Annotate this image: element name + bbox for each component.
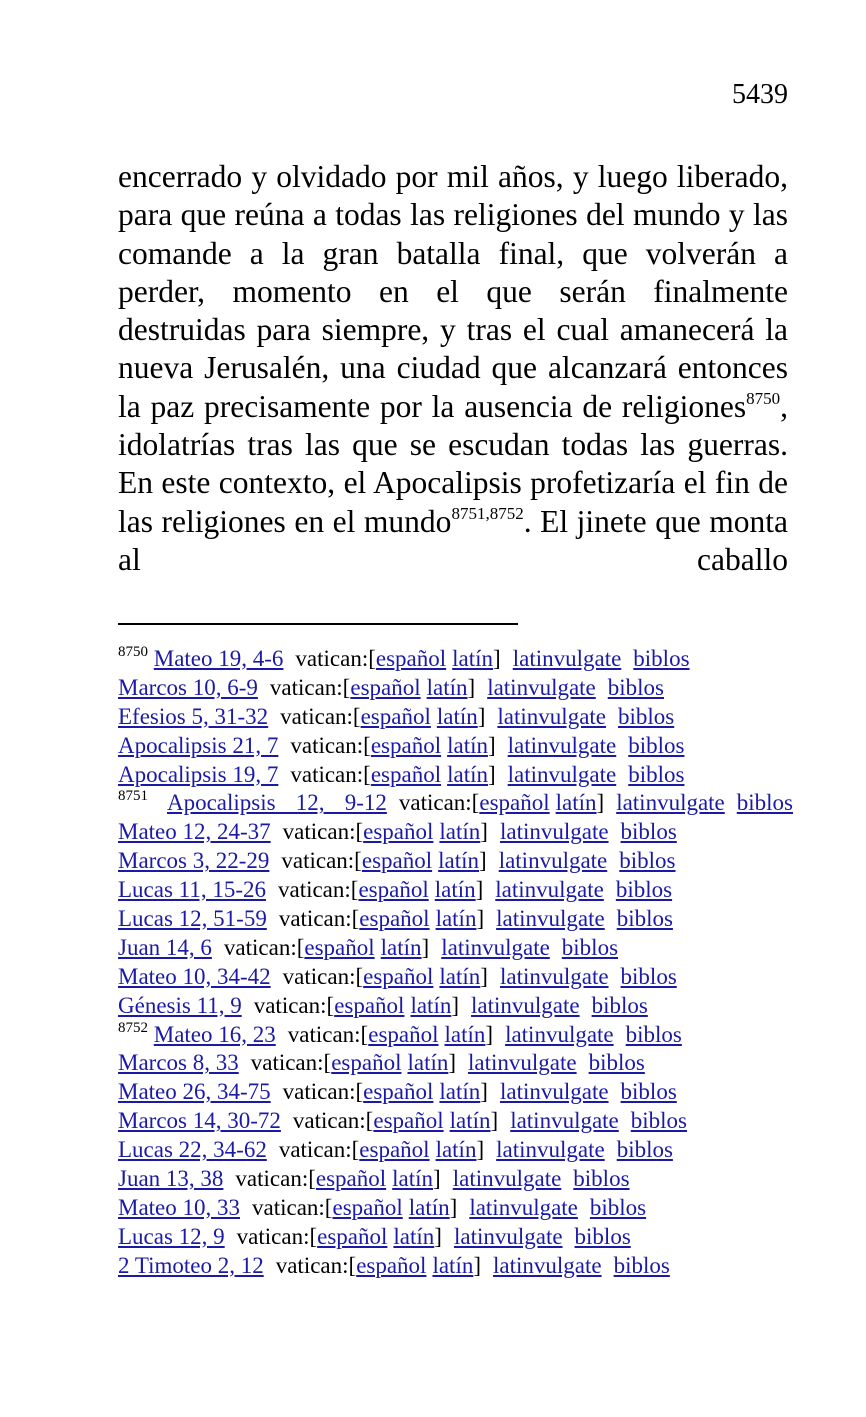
latin-link[interactable]: latín bbox=[447, 732, 488, 758]
espanol-link[interactable]: español bbox=[370, 732, 442, 758]
verse-reference-link[interactable]: Juan 14, 6 bbox=[118, 934, 212, 960]
latinvulgate-link[interactable]: latinvulgate bbox=[496, 906, 605, 932]
vatican-label: vatican:[ bbox=[278, 906, 360, 932]
vatican-label: vatican:[ bbox=[398, 790, 480, 816]
body-paragraph bbox=[118, 158, 788, 579]
footnote-line bbox=[118, 645, 793, 674]
verse-reference-link[interactable]: Lucas 22, 34-62 bbox=[118, 1137, 267, 1163]
latin-link[interactable]: latín bbox=[447, 761, 488, 787]
latinvulgate-link[interactable]: latinvulgate bbox=[487, 674, 596, 700]
footnote-ref-8751-8752: 8751,8752 bbox=[451, 503, 524, 523]
footnote-line bbox=[118, 789, 793, 818]
latin-link[interactable]: latín bbox=[439, 963, 481, 989]
verse-reference-link[interactable]: Efesios 5, 31-32 bbox=[118, 703, 269, 729]
espanol-link[interactable]: español bbox=[361, 848, 433, 874]
vatican-label: vatican:[ bbox=[235, 1166, 316, 1192]
verse-reference-link[interactable]: Mateo 16, 23 bbox=[153, 1021, 276, 1047]
espanol-link[interactable]: español bbox=[375, 646, 447, 671]
verse-reference-link[interactable]: Génesis 11, 9 bbox=[118, 992, 242, 1018]
latinvulgate-link[interactable]: latinvulgate bbox=[497, 703, 606, 729]
verse-reference-link[interactable]: Mateo 12, 24-37 bbox=[118, 819, 271, 845]
footnote-number: 8751 bbox=[118, 788, 148, 805]
footnote-line bbox=[118, 905, 793, 934]
espanol-link[interactable]: español bbox=[356, 1252, 427, 1278]
vatican-label: vatican:[ bbox=[290, 732, 371, 758]
verse-reference-link[interactable]: Marcos 10, 6-9 bbox=[118, 674, 258, 700]
latin-link[interactable]: latín bbox=[407, 1050, 449, 1076]
espanol-link[interactable]: español bbox=[370, 761, 442, 787]
latinvulgate-link[interactable]: latinvulgate bbox=[495, 877, 604, 903]
footnote-divider bbox=[118, 623, 518, 625]
verse-reference-link[interactable]: Marcos 14, 30-72 bbox=[118, 1108, 281, 1134]
espanol-link[interactable]: español bbox=[363, 1079, 434, 1105]
verse-reference-link[interactable]: Juan 13, 38 bbox=[118, 1166, 224, 1192]
latinvulgate-link[interactable]: latinvulgate bbox=[499, 1079, 609, 1105]
bracket-close: ] bbox=[467, 674, 476, 700]
page-number: 5439 bbox=[732, 79, 788, 110]
biblos-link[interactable]: biblos bbox=[736, 790, 793, 816]
biblos-link[interactable]: biblos bbox=[589, 1194, 647, 1220]
latin-link[interactable]: latín bbox=[392, 1166, 434, 1192]
biblos-link[interactable]: biblos bbox=[615, 877, 673, 903]
footnote-line bbox=[118, 1107, 793, 1136]
footnote-line bbox=[118, 847, 793, 876]
biblos-link[interactable]: biblos bbox=[573, 1166, 630, 1192]
bracket-close: ] bbox=[448, 1050, 457, 1076]
footnote-line bbox=[118, 934, 793, 963]
footnote-number: 8750 bbox=[118, 644, 148, 660]
verse-reference-link[interactable]: 2 Timoteo 2, 12 bbox=[118, 1252, 264, 1278]
bracket-close: ] bbox=[449, 1194, 458, 1220]
latin-link[interactable]: latín bbox=[393, 1223, 435, 1249]
footnotes bbox=[118, 645, 793, 1281]
biblos-link[interactable]: biblos bbox=[633, 646, 690, 671]
vatican-label: vatican:[ bbox=[282, 819, 364, 845]
biblos-link[interactable]: biblos bbox=[616, 1137, 673, 1163]
verse-reference-link[interactable]: Mateo 19, 4-6 bbox=[153, 646, 284, 671]
espanol-link[interactable]: español bbox=[315, 1166, 387, 1192]
vatican-label: vatican:[ bbox=[250, 1050, 332, 1076]
biblos-link[interactable]: biblos bbox=[625, 1021, 682, 1047]
latin-link[interactable]: latín bbox=[410, 992, 452, 1018]
footnote-line bbox=[118, 1021, 793, 1050]
biblos-link[interactable]: biblos bbox=[561, 934, 619, 960]
latin-link[interactable]: latín bbox=[555, 790, 597, 816]
footnote-line bbox=[118, 703, 793, 732]
vatican-label: vatican:[ bbox=[275, 1252, 357, 1278]
latinvulgate-link[interactable]: latinvulgate bbox=[471, 992, 580, 1018]
latin-link[interactable]: latín bbox=[439, 819, 481, 845]
bracket-close: ] bbox=[477, 703, 486, 729]
bracket-close: ] bbox=[487, 732, 496, 758]
vatican-label: vatican:[ bbox=[290, 761, 371, 787]
verse-reference-link[interactable]: Mateo 10, 33 bbox=[118, 1194, 241, 1220]
verse-reference-link[interactable]: Mateo 10, 34-42 bbox=[118, 963, 271, 989]
latinvulgate-link[interactable]: latinvulgate bbox=[616, 790, 725, 816]
espanol-link[interactable]: español bbox=[363, 819, 434, 845]
espanol-link[interactable]: español bbox=[359, 906, 430, 932]
espanol-link[interactable]: español bbox=[368, 1021, 439, 1047]
biblos-link[interactable]: biblos bbox=[619, 848, 676, 874]
latin-link[interactable]: latín bbox=[438, 848, 480, 874]
verse-reference-link[interactable]: Lucas 11, 15-26 bbox=[118, 877, 266, 903]
latinvulgate-link[interactable]: latinvulgate bbox=[469, 1194, 578, 1220]
biblos-link[interactable]: biblos bbox=[588, 1050, 645, 1076]
latinvulgate-link[interactable]: latinvulgate bbox=[493, 1252, 602, 1278]
bracket-close: ] bbox=[596, 790, 605, 816]
footnote-line bbox=[118, 674, 793, 703]
bracket-close: ] bbox=[493, 646, 501, 671]
biblos-link[interactable]: biblos bbox=[628, 732, 685, 758]
biblos-link[interactable]: biblos bbox=[620, 819, 677, 845]
espanol-link[interactable]: español bbox=[479, 790, 550, 816]
biblos-link[interactable]: biblos bbox=[574, 1223, 631, 1249]
footnote-line bbox=[118, 1165, 793, 1194]
vatican-label: vatican:[ bbox=[252, 1194, 333, 1220]
body-text-1: encerrado y olvidado por mil años, y luego liberado, para que reúna a todas las religiones del mundo y las comande a la gran batalla final, que volverán a perder, momento en el que serán finalmente destruidas para siempre, y tras el cual amanecerá la nueva Jerusalén, una ciudad que alcanzará entonces la paz precisamente por la ausencia de religiones bbox=[118, 159, 788, 424]
bracket-close: ] bbox=[475, 877, 484, 903]
biblos-link[interactable]: biblos bbox=[607, 674, 664, 700]
footnote-line bbox=[118, 1223, 793, 1252]
latin-link[interactable]: latín bbox=[439, 1079, 481, 1105]
latinvulgate-link[interactable]: latinvulgate bbox=[512, 646, 622, 671]
latinvulgate-link[interactable]: latinvulgate bbox=[496, 1137, 605, 1163]
espanol-link[interactable]: español bbox=[373, 1108, 444, 1134]
verse-reference-link[interactable]: Marcos 3, 22-29 bbox=[118, 848, 270, 874]
vatican-label: vatican:[ bbox=[287, 1021, 369, 1047]
footnote-line bbox=[118, 1252, 793, 1281]
footnote-line bbox=[118, 1136, 793, 1165]
latinvulgate-link[interactable]: latinvulgate bbox=[498, 848, 608, 874]
vatican-label: vatican:[ bbox=[223, 934, 305, 960]
bracket-close: ] bbox=[476, 906, 485, 932]
bracket-close: ] bbox=[421, 934, 430, 960]
latinvulgate-link[interactable]: latinvulgate bbox=[441, 934, 550, 960]
latin-link[interactable]: latín bbox=[435, 906, 477, 932]
vatican-label: vatican:[ bbox=[281, 848, 362, 874]
vatican-label: vatican:[ bbox=[277, 877, 359, 903]
footnote-line bbox=[118, 963, 793, 992]
verse-reference-link[interactable]: Mateo 26, 34-75 bbox=[118, 1079, 271, 1105]
vatican-label: vatican:[ bbox=[280, 703, 361, 729]
footnote-line bbox=[118, 1049, 793, 1078]
espanol-link[interactable]: español bbox=[359, 1137, 430, 1163]
vatican-label: vatican:[ bbox=[295, 646, 376, 671]
footnote-line bbox=[118, 876, 793, 905]
vatican-label: vatican:[ bbox=[292, 1108, 374, 1134]
footnote-line bbox=[118, 818, 793, 847]
espanol-link[interactable]: español bbox=[317, 1223, 388, 1249]
latinvulgate-link[interactable]: latinvulgate bbox=[505, 1021, 614, 1047]
verse-reference-link[interactable]: Apocalipsis 12, 9-12 bbox=[166, 790, 387, 816]
biblos-link[interactable]: biblos bbox=[620, 1079, 677, 1105]
biblos-link[interactable]: biblos bbox=[591, 992, 648, 1018]
latin-link[interactable]: latín bbox=[444, 1021, 486, 1047]
latinvulgate-link[interactable]: latinvulgate bbox=[499, 963, 609, 989]
bracket-close: ] bbox=[480, 819, 488, 845]
latinvulgate-link[interactable]: latinvulgate bbox=[468, 1050, 577, 1076]
verse-reference-link[interactable]: Lucas 12, 9 bbox=[118, 1223, 225, 1249]
biblos-link[interactable]: biblos bbox=[620, 963, 677, 989]
bracket-close: ] bbox=[480, 963, 488, 989]
espanol-link[interactable]: español bbox=[363, 963, 434, 989]
espanol-link[interactable]: español bbox=[332, 1194, 403, 1220]
footnote-line bbox=[118, 1194, 793, 1223]
espanol-link[interactable]: español bbox=[360, 703, 431, 729]
verse-reference-link[interactable]: Apocalipsis 19, 7 bbox=[118, 761, 279, 787]
bracket-close: ] bbox=[485, 1021, 494, 1047]
espanol-link[interactable]: español bbox=[331, 1050, 402, 1076]
body-text-2: , idolatrías tras las que se escudan todas las guerras. En este contexto, el Apocalipsis profetizaría el fin de las religiones en el mundo bbox=[118, 388, 788, 539]
vatican-label: vatican:[ bbox=[236, 1223, 318, 1249]
latin-link[interactable]: latín bbox=[426, 674, 468, 700]
vatican-label: vatican:[ bbox=[282, 1079, 364, 1105]
bracket-close: ] bbox=[479, 848, 487, 874]
bracket-close: ] bbox=[434, 1223, 442, 1249]
verse-reference-link[interactable]: Lucas 12, 51-59 bbox=[118, 906, 267, 932]
bracket-close: ] bbox=[487, 761, 496, 787]
biblos-link[interactable]: biblos bbox=[630, 1108, 687, 1134]
vatican-label: vatican:[ bbox=[253, 992, 335, 1018]
latin-link[interactable]: latín bbox=[452, 646, 494, 671]
biblos-link[interactable]: biblos bbox=[628, 761, 685, 787]
vatican-label: vatican:[ bbox=[282, 963, 364, 989]
biblos-link[interactable]: biblos bbox=[618, 703, 675, 729]
latin-link[interactable]: latín bbox=[380, 934, 422, 960]
footnote-line bbox=[118, 1078, 793, 1107]
latinvulgate-link[interactable]: latinvulgate bbox=[507, 761, 617, 787]
latin-link[interactable]: latín bbox=[432, 1252, 474, 1278]
biblos-link[interactable]: biblos bbox=[613, 1252, 670, 1278]
latin-link[interactable]: latín bbox=[435, 1137, 477, 1163]
footnote-ref-8750: 8750 bbox=[746, 388, 781, 408]
body-text-3: . El jinete que monta al caballo bbox=[118, 503, 788, 577]
latinvulgate-link[interactable]: latinvulgate bbox=[453, 1223, 563, 1249]
espanol-link[interactable]: español bbox=[358, 877, 429, 903]
latin-link[interactable]: latín bbox=[449, 1108, 491, 1134]
espanol-link[interactable]: español bbox=[350, 674, 421, 700]
espanol-link[interactable]: español bbox=[304, 934, 375, 960]
latinvulgate-link[interactable]: latinvulgate bbox=[452, 1166, 562, 1192]
bracket-close: ] bbox=[490, 1108, 499, 1134]
verse-reference-link[interactable]: Marcos 8, 33 bbox=[118, 1050, 239, 1076]
latinvulgate-link[interactable]: latinvulgate bbox=[499, 819, 609, 845]
latinvulgate-link[interactable]: latinvulgate bbox=[507, 732, 617, 758]
latinvulgate-link[interactable]: latinvulgate bbox=[510, 1108, 619, 1134]
footnote-line bbox=[118, 992, 793, 1021]
vatican-label: vatican:[ bbox=[269, 674, 351, 700]
verse-reference-link[interactable]: Apocalipsis 21, 7 bbox=[118, 732, 279, 758]
bracket-close: ] bbox=[473, 1252, 482, 1278]
latin-link[interactable]: latín bbox=[436, 703, 478, 729]
footnote-number: 8752 bbox=[118, 1019, 148, 1036]
bracket-close: ] bbox=[451, 992, 460, 1018]
biblos-link[interactable]: biblos bbox=[616, 906, 673, 932]
footnote-line bbox=[118, 732, 793, 761]
footnote-line bbox=[118, 761, 793, 790]
bracket-close: ] bbox=[476, 1137, 485, 1163]
latin-link[interactable]: latín bbox=[434, 877, 476, 903]
bracket-close: ] bbox=[480, 1079, 488, 1105]
espanol-link[interactable]: español bbox=[334, 992, 405, 1018]
vatican-label: vatican:[ bbox=[278, 1137, 360, 1163]
latin-link[interactable]: latín bbox=[408, 1194, 450, 1220]
bracket-close: ] bbox=[433, 1166, 441, 1192]
